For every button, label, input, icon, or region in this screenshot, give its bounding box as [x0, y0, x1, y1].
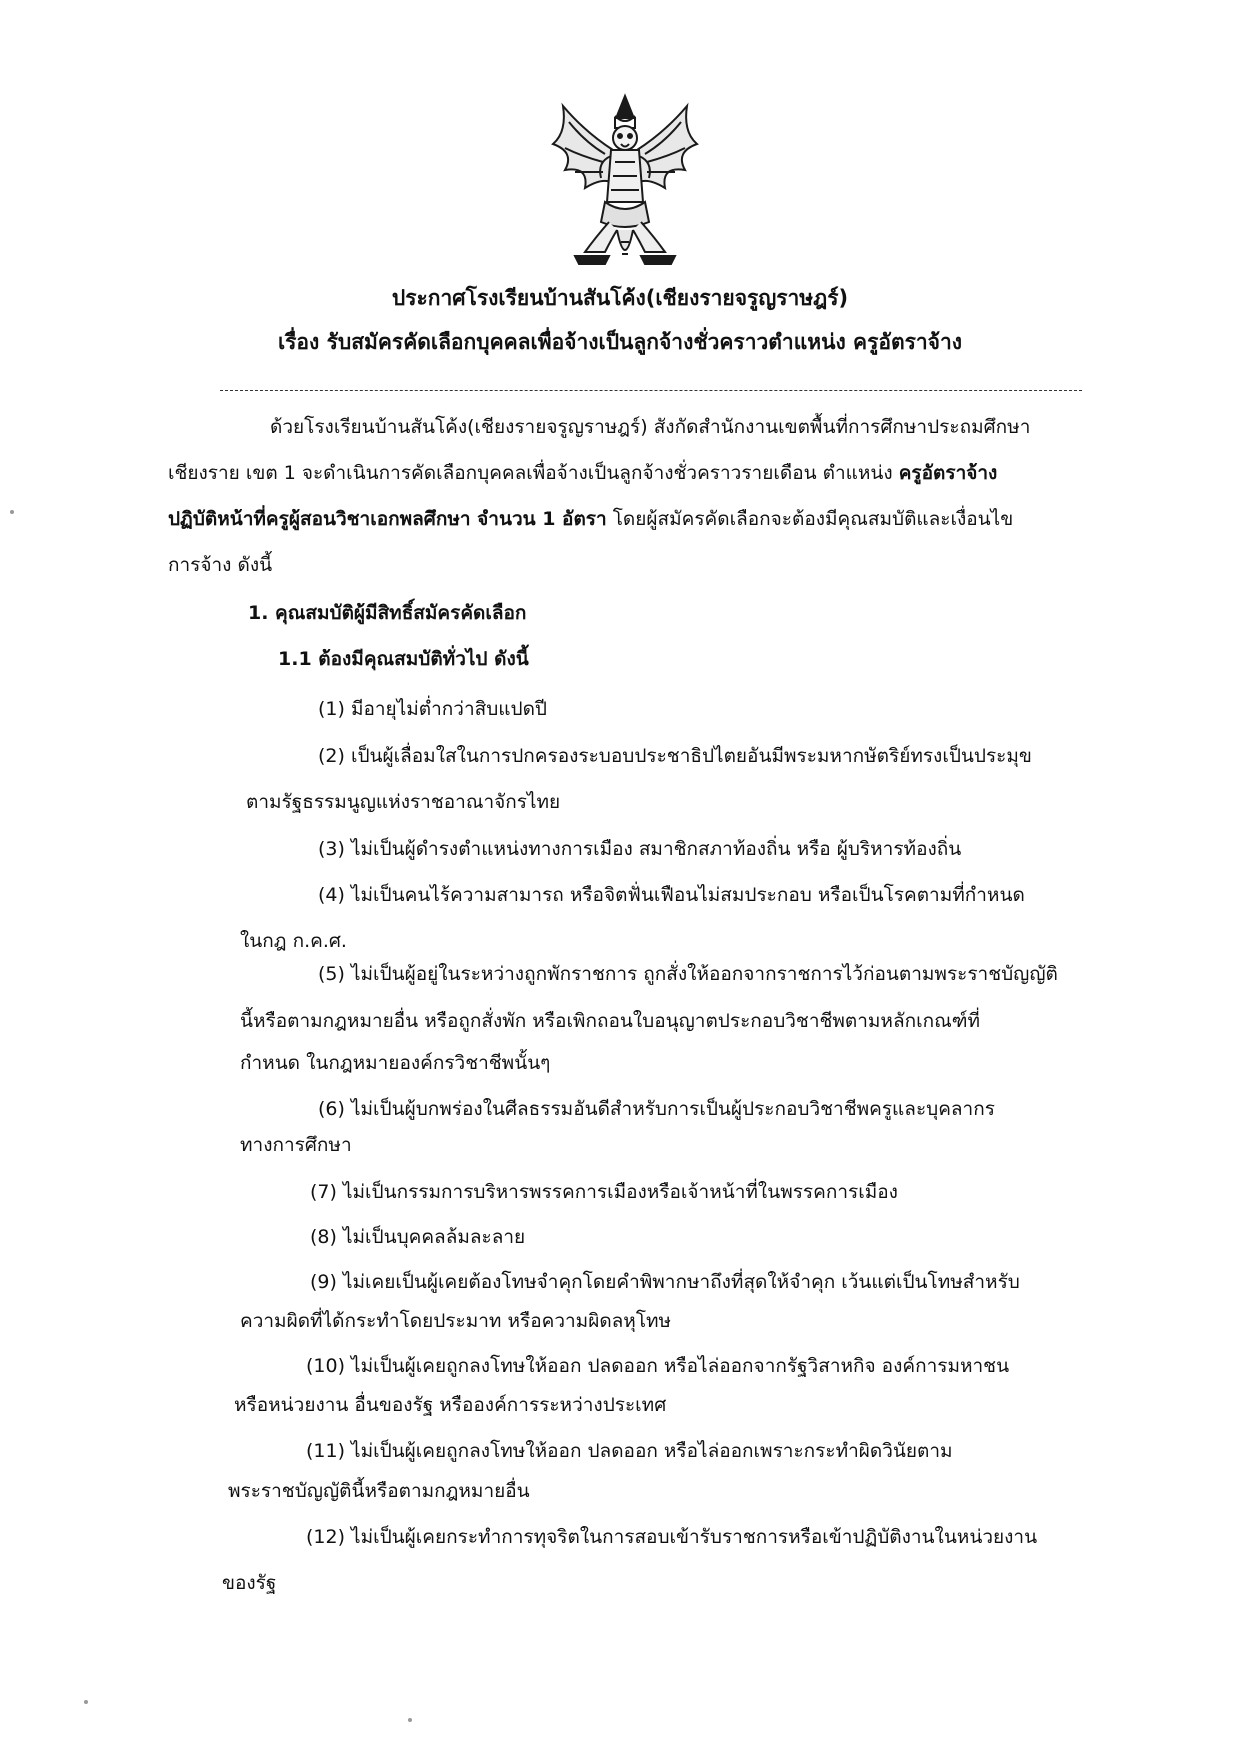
list-item-10-continued: หรือหน่วยงาน อื่นของรัฐ หรือองค์การระหว่างประเทศ [234, 1394, 667, 1416]
intro-line-1: ด้วยโรงเรียนบ้านสันโค้ง(เชียงรายจรูญราษฎร์) สังกัดสำนักงานเขตพื้นที่การศึกษาประถมศึกษา [270, 416, 1031, 438]
list-item-9-continued: ความผิดที่ได้กระทำโดยประมาท หรือความผิดลหุโทษ [240, 1310, 672, 1332]
intro-line-2 [168, 462, 997, 485]
list-item-11-continued: พระราชบัญญัตินี้หรือตามกฎหมายอื่น [228, 1480, 530, 1502]
section-1-heading: 1. คุณสมบัติผู้มีสิทธิ์สมัครคัดเลือก [248, 602, 527, 624]
list-item-3: (3) ไม่เป็นผู้ดำรงตำแหน่งทางการเมือง สมาชิกสภาท้องถิ่น หรือ ผู้บริหารท้องถิ่น [318, 838, 962, 860]
garuda-emblem-icon [545, 92, 705, 277]
list-item-6: (6) ไม่เป็นผู้บกพร่องในศีลธรรมอันดีสำหรับการเป็นผู้ประกอบวิชาชีพครูและบุคลากร [318, 1098, 995, 1120]
scan-speck [10, 510, 14, 514]
list-item-11: (11) ไม่เป็นผู้เคยถูกลงโทษให้ออก ปลดออก หรือไล่ออกเพราะกระทำผิดวินัยตาม [306, 1440, 953, 1462]
list-item-4: (4) ไม่เป็นคนไร้ความสามารถ หรือจิตฟั่นเฟือนไม่สมประกอบ หรือเป็นโรคตามที่กำหนด [318, 884, 1025, 906]
intro-line-3 [168, 508, 1013, 531]
dashed-divider [220, 390, 1082, 391]
section-1-1-heading: 1.1 ต้องมีคุณสมบัติทั่วไป ดังนี้ [278, 648, 529, 670]
list-item-7: (7) ไม่เป็นกรรมการบริหารพรรคการเมืองหรือเจ้าหน้าที่ในพรรคการเมือง [310, 1181, 898, 1203]
intro-duty-and-count: ปฏิบัติหน้าที่ครูผู้สอนวิชาเอกพลศึกษา จำนวน 1 อัตรา [168, 508, 607, 530]
intro-line-3-text: โดยผู้สมัครคัดเลือกจะต้องมีคุณสมบัติและเงื่อนไข [606, 508, 1014, 530]
list-item-5-continued-1: นี้หรือตามกฎหมายอื่น หรือถูกสั่งพัก หรือเพิกถอนใบอนุญาตประกอบวิชาชีพตามหลักเกณฑ์ที่ [240, 1010, 981, 1032]
announcement-title: ประกาศโรงเรียนบ้านสันโค้ง(เชียงรายจรูญราษฎร์) [391, 286, 849, 310]
list-item-5: (5) ไม่เป็นผู้อยู่ในระหว่างถูกพักราชการ ถูกสั่งให้ออกจากราชการไว้ก่อนตามพระราชบัญญัติ [318, 963, 1058, 985]
intro-line-4: การจ้าง ดังนี้ [168, 554, 273, 576]
intro-position-name: ครูอัตราจ้าง [898, 462, 998, 484]
list-item-8: (8) ไม่เป็นบุคคลล้มละลาย [310, 1226, 526, 1248]
intro-line-2-text: เชียงราย เขต 1 จะดำเนินการคัดเลือกบุคคลเพื่อจ้างเป็นลูกจ้างชั่วคราวรายเดือน ตำแหน่ง [168, 462, 899, 484]
list-item-5-continued-2: กำหนด ในกฎหมายองค์กรวิชาชีพนั้นๆ [240, 1052, 551, 1074]
scan-speck [408, 1718, 412, 1722]
list-item-4-continued: ในกฎ ก.ค.ศ. [240, 930, 347, 952]
list-item-12: (12) ไม่เป็นผู้เคยกระทำการทุจริตในการสอบเข้ารับราชการหรือเข้าปฏิบัติงานในหน่วยงาน [306, 1526, 1038, 1548]
list-item-6-continued: ทางการศึกษา [240, 1134, 352, 1156]
list-item-10: (10) ไม่เป็นผู้เคยถูกลงโทษให้ออก ปลดออก หรือไล่ออกจากรัฐวิสาหกิจ องค์การมหาชน [306, 1355, 1010, 1377]
announcement-subject: เรื่อง รับสมัครคัดเลือกบุคคลเพื่อจ้างเป็นลูกจ้างชั่วคราวตำแหน่ง ครูอัตราจ้าง [277, 330, 963, 354]
list-item-1: (1) มีอายุไม่ต่ำกว่าสิบแปดปี [318, 698, 547, 720]
list-item-2: (2) เป็นผู้เลื่อมใสในการปกครองระบอบประชาธิปไตยอันมีพระมหากษัตริย์ทรงเป็นประมุข [318, 745, 1032, 767]
scan-speck [84, 1700, 88, 1704]
list-item-9: (9) ไม่เคยเป็นผู้เคยต้องโทษจำคุกโดยคำพิพากษาถึงที่สุดให้จำคุก เว้นแต่เป็นโทษสำหรับ [310, 1271, 1020, 1293]
list-item-12-continued: ของรัฐ [222, 1572, 277, 1594]
list-item-2-continued: ตามรัฐธรรมนูญแห่งราชอาณาจักรไทย [246, 791, 561, 813]
